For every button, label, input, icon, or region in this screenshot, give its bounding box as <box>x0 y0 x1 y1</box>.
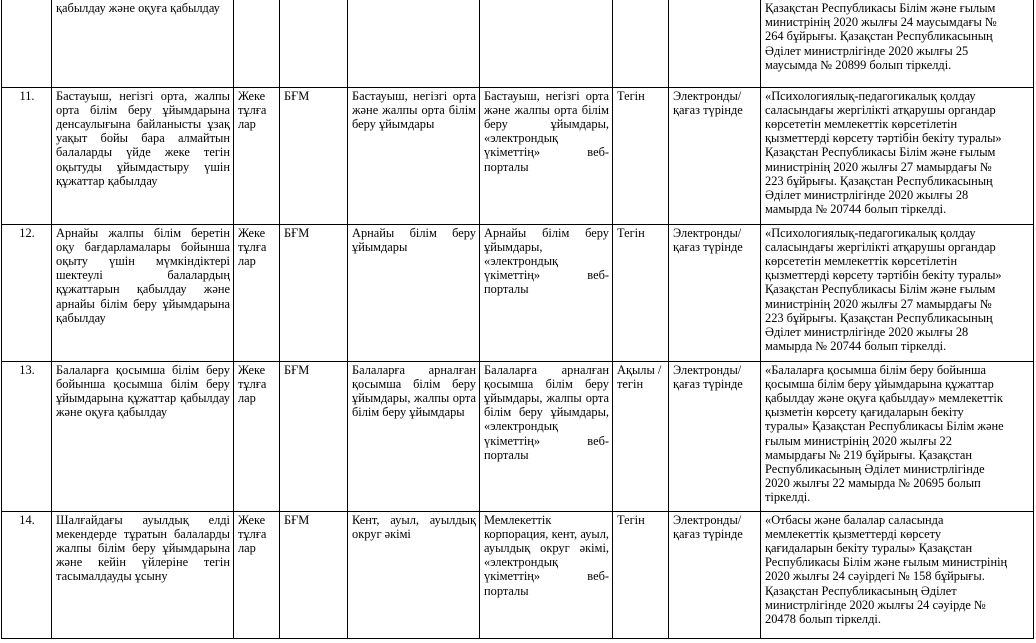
provider-cell: Арнайы білім беру ұйымдары <box>348 224 480 361</box>
acceptance-cell: Бастауыш, негізгі орта және жалпы орта білім беру ұйымдары, «электрондық үкіметтің» веб-порталы <box>480 87 613 224</box>
legal-act-line: «Балаларға қосымша білім беру бойынша <box>765 362 986 377</box>
table-row <box>2 87 1034 224</box>
recipient-cell: Жеке тұлға лар <box>234 87 280 224</box>
legal-act-line: көрсететін мемлекеттік көрсетілетін <box>765 253 958 268</box>
num-cell: 13. <box>2 361 52 511</box>
legal-act-line: министрінің 2020 жылғы 27 мамырдағы № <box>765 159 992 174</box>
service-name-cell: Шалғайдағы ауылдық елді мекендерде тұратын балаларды жалпы білім беру ұйымдарына және кейін үйлеріне тегін тасымалдауды ұсыну <box>52 511 234 638</box>
legal-act-line: қабылдау және оқуға қабылдау» мемлекеттік <box>765 390 1003 405</box>
legal-act-line: Республикасы Білім және ғылым министрінің <box>765 555 1008 570</box>
num-cell: 11. <box>2 87 52 224</box>
fee-cell: Тегін <box>613 511 669 638</box>
recipient-cell: Жеке тұлға лар <box>234 361 280 511</box>
legal-act-line: Қазақстан Республикасы Білім және ғылым <box>765 1 996 15</box>
ministry-cell: БҒМ <box>280 361 348 511</box>
legal-act-cell <box>761 87 1034 224</box>
legal-act-cell <box>761 361 1034 511</box>
acceptance-cell: Арнайы білім беру ұйымдары, «электрондық үкіметтің» веб-порталы <box>480 224 613 361</box>
fee-cell: Тегін <box>613 87 669 224</box>
legal-act-line: тіркелді. <box>765 490 811 505</box>
legal-act-line: саласындағы жергілікті атқарушы органдар <box>765 102 996 117</box>
form-cell: Электронды/ қағаз түрінде <box>669 224 761 361</box>
services-table <box>1 0 1034 639</box>
form-cell: Электронды/ қағаз түрінде <box>669 511 761 638</box>
legal-act-line: қосымша білім беру ұйымдарына құжаттар <box>765 376 994 391</box>
legal-act-cell <box>761 511 1034 638</box>
recipient-cell: Жеке тұлға лар <box>234 511 280 638</box>
legal-act-line: министрінің 2020 жылғы 27 мамырдағы № <box>765 296 992 311</box>
legal-act-line: мемлекеттік қызметтерді көрсету <box>765 526 942 541</box>
fee-cell: Тегін <box>613 224 669 361</box>
table-body <box>2 0 1034 638</box>
legal-act-cell <box>761 224 1034 361</box>
legal-act-line: министрінің 2020 жылғы 24 маусымдағы № <box>765 15 997 30</box>
service-name-cell: Арнайы жалпы білім беретін оқу бағдарламалары бойынша оқыту үшін мүмкіндіктері шектеулі балалардың құжаттарын қабылдау және арнайы білім беру ұйымдарына қабылдау <box>52 224 234 361</box>
legal-act-line: ғылым министрінің 2020 жылғы 22 <box>765 433 952 448</box>
legal-act-line: Әділет министрлігінде 2020 жылғы 28 <box>765 187 969 202</box>
legal-act-line: мамырда № 20744 болып тіркелді. <box>765 339 947 354</box>
legal-act-line: 2020 жылғы 22 мамырда № 20695 болып <box>765 476 981 491</box>
provider-cell: Бастауыш, негізгі орта және жалпы орта білім беру ұйымдары <box>348 87 480 224</box>
num-cell: 12. <box>2 224 52 361</box>
ministry-cell <box>280 0 348 87</box>
legal-act-line: саласындағы жергілікті атқарушы органдар <box>765 239 996 254</box>
legal-act-line: қағидаларын бекіту туралы» Қазақстан <box>765 540 973 555</box>
legal-act-line: министрлігінде 2020 жылғы 24 сәуірде № <box>765 597 986 612</box>
legal-act-line: туралы» Қазақстан Республикасы Білім және <box>765 419 1004 434</box>
legal-act-line: 2020 жылғы 24 сәуірдегі № 158 бұйрығы. <box>765 569 985 584</box>
legal-act-line: 223 бұйрығы. Қазақстан Республикасының <box>765 173 993 188</box>
legal-act-line: «Отбасы және балалар саласында <box>765 512 944 527</box>
legal-act-line: қызметтерді көрсету тәртібін бекіту туралы» <box>765 268 1002 283</box>
ministry-cell: БҒМ <box>280 511 348 638</box>
legal-act-line: 264 бұйрығы. Қазақстан Республикасының <box>765 29 993 44</box>
service-name-cell: Бастауыш, негізгі орта, жалпы орта білім беру ұйымдарына денсаулығына байланысты ұзақ уақыт бойы бара алмайтын балаларды үйде жеке тегін оқытуды ұйымдастыру үшін құжаттар қабылдау <box>52 87 234 224</box>
table-row <box>2 511 1034 638</box>
table-row-continuation <box>2 0 1034 87</box>
legal-act-line: мамырда № 20744 болып тіркелді. <box>765 202 947 217</box>
legal-act-line: қызметін көрсету қағидаларын бекіту <box>765 405 964 420</box>
table-row <box>2 224 1034 361</box>
form-cell: Электронды/ қағаз түрінде <box>669 87 761 224</box>
legal-act-cell <box>761 0 1034 87</box>
ministry-cell: БҒМ <box>280 224 348 361</box>
num-cell: 14. <box>2 511 52 638</box>
legal-act-line: «Психологиялық-педагогикалық қолдау <box>765 225 976 240</box>
legal-act-line: қызметтерді көрсету тәртібін бекіту туралы» <box>765 131 1002 146</box>
legal-act-line: Әділет министрлігінде 2020 жылғы 25 <box>765 43 969 58</box>
legal-act-line: мамырдағы № 219 бұйрығы. Қазақстан <box>765 447 972 462</box>
form-cell: Электронды/ қағаз түрінде <box>669 361 761 511</box>
provider-cell: Балаларға арналған қосымша білім беру ұйымдары, жалпы орта білім беру ұйымдары <box>348 361 480 511</box>
fee-cell: Ақылы /тегін <box>613 361 669 511</box>
legal-act-line: Қазақстан Республикасы Білім және ғылым <box>765 282 996 297</box>
service-name-cell: Балаларға қосымша білім беру бойынша қосымша білім беру ұйымдарына құжаттар қабылдау және оқуға қабылдау <box>52 361 234 511</box>
legal-act-line: Қазақстан Республикасы Білім және ғылым <box>765 145 996 160</box>
form-cell <box>669 0 761 87</box>
acceptance-cell: Мемлекеттік корпорация, кент, ауыл, ауылдық округ әкімі, «электрондық үкіметтің» веб-порталы <box>480 511 613 638</box>
legal-act-line: 20478 болып тіркелді. <box>765 611 881 626</box>
num-cell <box>2 0 52 87</box>
provider-cell: Кент, ауыл, ауылдық округ әкімі <box>348 511 480 638</box>
legal-act-line: Республикасының Әділет министрлігінде <box>765 461 985 476</box>
legal-act-line: көрсететін мемлекеттік көрсетілетін <box>765 116 958 131</box>
legal-act-line: «Психологиялық-педагогикалық қолдау <box>765 88 976 103</box>
provider-cell <box>348 0 480 87</box>
legal-act-line: 223 бұйрығы. Қазақстан Республикасының <box>765 310 993 325</box>
acceptance-cell <box>480 0 613 87</box>
recipient-cell <box>234 0 280 87</box>
legal-act-line: Қазақстан Республикасының Әділет <box>765 583 957 598</box>
legal-act-line: маусымда № 20899 болып тіркелді. <box>765 57 952 72</box>
legal-act-line: Әділет министрлігінде 2020 жылғы 28 <box>765 324 969 339</box>
table-row <box>2 361 1034 511</box>
acceptance-cell: Балаларға арналған қосымша білім беру ұйымдары, жалпы орта білім беру ұйымдары, «электрондық үкіметтің» веб-порталы <box>480 361 613 511</box>
ministry-cell: БҒМ <box>280 87 348 224</box>
service-name-cell: қабылдау және оқуға қабылдау <box>52 0 234 87</box>
fee-cell <box>613 0 669 87</box>
recipient-cell: Жеке тұлға лар <box>234 224 280 361</box>
